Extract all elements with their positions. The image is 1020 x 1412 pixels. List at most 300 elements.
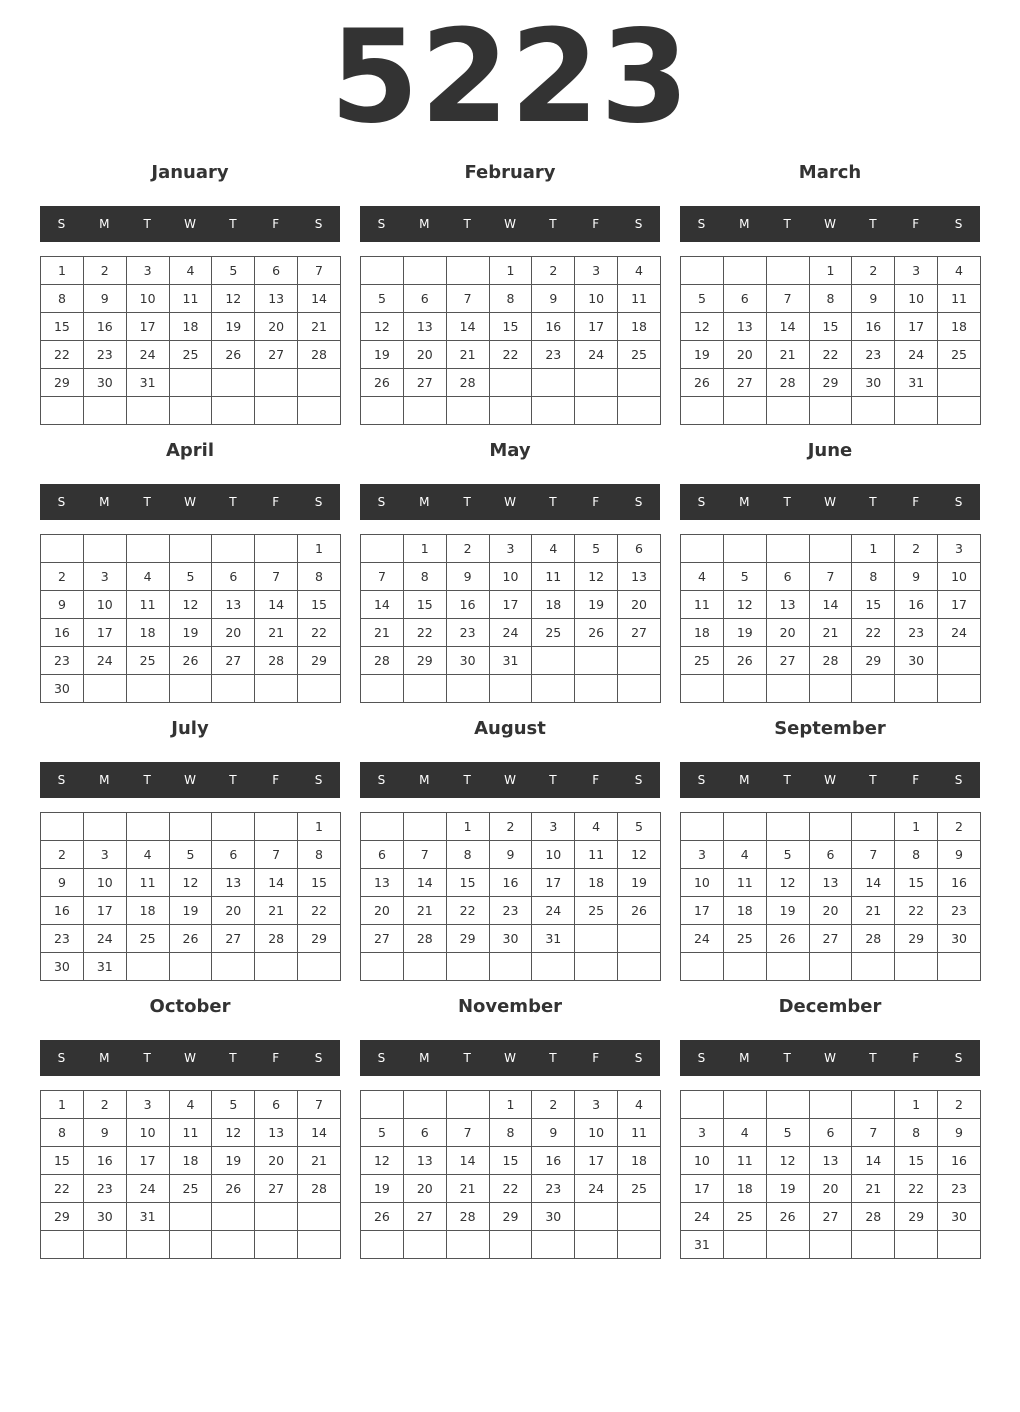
- week-row: [41, 1091, 341, 1119]
- day-cell: 25: [618, 341, 661, 369]
- day-cell: 21: [255, 897, 298, 925]
- week-row: [361, 313, 661, 341]
- weekday-label: F: [272, 773, 280, 787]
- day-cell: 29: [403, 647, 446, 675]
- day-grid: [40, 1090, 341, 1259]
- day-cell: 10: [575, 1119, 618, 1147]
- day-cell: 27: [361, 925, 404, 953]
- week-row: [681, 285, 981, 313]
- empty-day-cell: [809, 535, 852, 563]
- day-cell: 19: [766, 1175, 809, 1203]
- day-cell: 15: [298, 869, 341, 897]
- weekday-label: T: [783, 217, 791, 231]
- day-cell: 1: [809, 257, 852, 285]
- week-row: [361, 925, 661, 953]
- day-cell: 19: [575, 591, 618, 619]
- day-cell: 13: [618, 563, 661, 591]
- day-cell: 17: [938, 591, 981, 619]
- day-cell: 16: [41, 619, 84, 647]
- day-cell: 2: [83, 1091, 126, 1119]
- empty-day-cell: [575, 1203, 618, 1231]
- weekday-header: [360, 762, 660, 798]
- day-cell: 12: [618, 841, 661, 869]
- week-row: [681, 1231, 981, 1259]
- empty-day-cell: [938, 647, 981, 675]
- empty-day-cell: [298, 1231, 341, 1259]
- weekday-header: [360, 206, 660, 242]
- day-cell: 15: [41, 313, 84, 341]
- day-cell: 5: [361, 1119, 404, 1147]
- day-cell: 7: [298, 1091, 341, 1119]
- day-cell: 22: [852, 619, 895, 647]
- day-cell: 1: [852, 535, 895, 563]
- day-cell: 9: [852, 285, 895, 313]
- day-cell: 24: [681, 925, 724, 953]
- day-cell: 3: [575, 257, 618, 285]
- empty-day-cell: [255, 953, 298, 981]
- day-cell: 28: [766, 369, 809, 397]
- week-row: [681, 619, 981, 647]
- day-cell: 22: [895, 1175, 938, 1203]
- day-cell: 27: [723, 369, 766, 397]
- day-cell: 6: [809, 1119, 852, 1147]
- day-cell: 13: [809, 1147, 852, 1175]
- day-cell: 26: [618, 897, 661, 925]
- day-grid: [360, 812, 661, 981]
- weekday-label: F: [592, 773, 600, 787]
- day-cell: 23: [83, 1175, 126, 1203]
- empty-day-cell: [766, 535, 809, 563]
- day-cell: 30: [938, 1203, 981, 1231]
- empty-day-cell: [723, 257, 766, 285]
- day-cell: 30: [446, 647, 489, 675]
- weekday-label: S: [57, 495, 66, 509]
- week-row: [361, 647, 661, 675]
- weekday-label: M: [419, 217, 430, 231]
- empty-day-cell: [723, 813, 766, 841]
- day-cell: 31: [126, 369, 169, 397]
- day-cell: 8: [852, 563, 895, 591]
- weekday-label: M: [99, 495, 110, 509]
- weekday-label: S: [377, 495, 386, 509]
- day-cell: 1: [895, 1091, 938, 1119]
- day-cell: 25: [169, 1175, 212, 1203]
- day-cell: 10: [489, 563, 532, 591]
- day-cell: 29: [298, 925, 341, 953]
- day-cell: 1: [403, 535, 446, 563]
- day-cell: 19: [618, 869, 661, 897]
- day-cell: 30: [489, 925, 532, 953]
- day-cell: 25: [126, 925, 169, 953]
- empty-day-cell: [575, 647, 618, 675]
- weekday-label: S: [634, 773, 643, 787]
- empty-day-cell: [532, 953, 575, 981]
- week-row: [681, 563, 981, 591]
- day-cell: 5: [681, 285, 724, 313]
- day-cell: 15: [41, 1147, 84, 1175]
- weekday-label: S: [377, 217, 386, 231]
- day-cell: 11: [126, 591, 169, 619]
- day-cell: 6: [809, 841, 852, 869]
- day-cell: 13: [723, 313, 766, 341]
- day-cell: 21: [852, 1175, 895, 1203]
- month-title: December: [778, 996, 882, 1017]
- empty-day-cell: [618, 1231, 661, 1259]
- empty-day-cell: [681, 397, 724, 425]
- weekday-header: [680, 484, 980, 520]
- day-cell: 28: [361, 647, 404, 675]
- day-cell: 6: [618, 535, 661, 563]
- day-cell: 16: [532, 1147, 575, 1175]
- empty-day-cell: [83, 813, 126, 841]
- week-row: [361, 1091, 661, 1119]
- day-cell: 3: [126, 1091, 169, 1119]
- empty-day-cell: [126, 1231, 169, 1259]
- day-cell: 23: [938, 897, 981, 925]
- empty-day-cell: [766, 397, 809, 425]
- day-cell: 7: [255, 841, 298, 869]
- week-row: [681, 1203, 981, 1231]
- day-cell: 29: [852, 647, 895, 675]
- day-cell: 3: [681, 1119, 724, 1147]
- week-row: [41, 925, 341, 953]
- day-cell: 8: [298, 563, 341, 591]
- weekday-label: F: [592, 1051, 600, 1065]
- day-cell: 27: [809, 1203, 852, 1231]
- day-cell: 26: [575, 619, 618, 647]
- empty-day-cell: [298, 953, 341, 981]
- day-cell: 12: [766, 869, 809, 897]
- day-cell: 15: [446, 869, 489, 897]
- day-cell: 11: [169, 1119, 212, 1147]
- empty-day-cell: [575, 397, 618, 425]
- empty-day-cell: [809, 397, 852, 425]
- weekday-header: [40, 484, 340, 520]
- day-cell: 2: [852, 257, 895, 285]
- day-cell: 24: [575, 1175, 618, 1203]
- day-cell: 12: [575, 563, 618, 591]
- empty-day-cell: [766, 813, 809, 841]
- day-cell: 24: [532, 897, 575, 925]
- weekday-label: T: [869, 1051, 877, 1065]
- empty-day-cell: [618, 925, 661, 953]
- day-cell: 25: [938, 341, 981, 369]
- empty-day-cell: [489, 1231, 532, 1259]
- day-cell: 5: [618, 813, 661, 841]
- day-cell: 24: [83, 647, 126, 675]
- week-row: [361, 897, 661, 925]
- week-row: [41, 619, 341, 647]
- day-cell: 2: [532, 1091, 575, 1119]
- day-cell: 24: [895, 341, 938, 369]
- day-cell: 11: [618, 285, 661, 313]
- day-cell: 30: [532, 1203, 575, 1231]
- day-cell: 23: [489, 897, 532, 925]
- day-cell: 25: [723, 925, 766, 953]
- day-cell: 28: [852, 1203, 895, 1231]
- day-cell: 3: [681, 841, 724, 869]
- empty-day-cell: [618, 675, 661, 703]
- day-cell: 6: [766, 563, 809, 591]
- day-cell: 6: [403, 1119, 446, 1147]
- day-cell: 6: [255, 1091, 298, 1119]
- day-cell: 27: [212, 647, 255, 675]
- week-row: [681, 397, 981, 425]
- day-cell: 11: [126, 869, 169, 897]
- weekday-label: T: [463, 773, 471, 787]
- day-cell: 13: [212, 869, 255, 897]
- day-cell: 1: [298, 813, 341, 841]
- weekday-label: F: [272, 1051, 280, 1065]
- empty-day-cell: [766, 675, 809, 703]
- day-cell: 21: [403, 897, 446, 925]
- empty-day-cell: [446, 1091, 489, 1119]
- day-cell: 15: [403, 591, 446, 619]
- day-cell: 20: [403, 341, 446, 369]
- day-cell: 16: [938, 1147, 981, 1175]
- day-cell: 15: [489, 313, 532, 341]
- empty-day-cell: [212, 813, 255, 841]
- week-row: [361, 341, 661, 369]
- day-cell: 7: [298, 257, 341, 285]
- day-cell: 23: [532, 1175, 575, 1203]
- empty-day-cell: [126, 675, 169, 703]
- empty-day-cell: [575, 1231, 618, 1259]
- weekday-label: S: [954, 495, 963, 509]
- day-cell: 22: [895, 897, 938, 925]
- day-cell: 10: [83, 869, 126, 897]
- day-cell: 19: [766, 897, 809, 925]
- day-cell: 19: [212, 313, 255, 341]
- day-cell: 15: [895, 869, 938, 897]
- week-row: [361, 1147, 661, 1175]
- empty-day-cell: [723, 535, 766, 563]
- week-row: [681, 1175, 981, 1203]
- day-cell: 1: [489, 257, 532, 285]
- week-row: [41, 341, 341, 369]
- day-cell: 16: [41, 897, 84, 925]
- day-cell: 30: [41, 675, 84, 703]
- empty-day-cell: [681, 953, 724, 981]
- empty-day-cell: [41, 397, 84, 425]
- day-cell: 1: [298, 535, 341, 563]
- day-cell: 26: [681, 369, 724, 397]
- day-grid: [360, 256, 661, 425]
- empty-day-cell: [255, 675, 298, 703]
- day-cell: 1: [489, 1091, 532, 1119]
- day-cell: 6: [403, 285, 446, 313]
- day-cell: 9: [41, 591, 84, 619]
- empty-day-cell: [852, 813, 895, 841]
- day-cell: 31: [83, 953, 126, 981]
- empty-day-cell: [809, 1091, 852, 1119]
- day-cell: 7: [852, 841, 895, 869]
- day-cell: 24: [126, 1175, 169, 1203]
- day-cell: 17: [126, 1147, 169, 1175]
- empty-day-cell: [446, 953, 489, 981]
- day-cell: 13: [212, 591, 255, 619]
- empty-day-cell: [852, 675, 895, 703]
- day-cell: 7: [446, 1119, 489, 1147]
- day-cell: 4: [681, 563, 724, 591]
- day-cell: 17: [681, 1175, 724, 1203]
- day-cell: 3: [575, 1091, 618, 1119]
- day-cell: 31: [126, 1203, 169, 1231]
- day-cell: 29: [298, 647, 341, 675]
- day-cell: 18: [723, 897, 766, 925]
- day-cell: 20: [255, 313, 298, 341]
- day-grid: [680, 1090, 981, 1259]
- day-cell: 28: [446, 1203, 489, 1231]
- day-cell: 13: [403, 1147, 446, 1175]
- empty-day-cell: [895, 953, 938, 981]
- empty-day-cell: [126, 953, 169, 981]
- week-row: [41, 591, 341, 619]
- day-cell: 28: [255, 647, 298, 675]
- day-cell: 29: [41, 1203, 84, 1231]
- day-cell: 27: [618, 619, 661, 647]
- empty-day-cell: [618, 647, 661, 675]
- day-cell: 18: [681, 619, 724, 647]
- day-cell: 2: [532, 257, 575, 285]
- day-cell: 11: [618, 1119, 661, 1147]
- day-cell: 13: [255, 285, 298, 313]
- empty-day-cell: [446, 1231, 489, 1259]
- day-cell: 7: [766, 285, 809, 313]
- weekday-label: F: [912, 217, 920, 231]
- day-cell: 13: [403, 313, 446, 341]
- day-cell: 25: [618, 1175, 661, 1203]
- day-cell: 14: [255, 591, 298, 619]
- day-cell: 14: [852, 1147, 895, 1175]
- weekday-label: M: [739, 495, 750, 509]
- week-row: [41, 1231, 341, 1259]
- day-cell: 13: [766, 591, 809, 619]
- day-cell: 23: [41, 647, 84, 675]
- weekday-label: M: [419, 1051, 430, 1065]
- weekday-label: T: [783, 773, 791, 787]
- empty-day-cell: [766, 953, 809, 981]
- day-cell: 7: [403, 841, 446, 869]
- empty-day-cell: [212, 675, 255, 703]
- day-cell: 19: [723, 619, 766, 647]
- day-cell: 17: [895, 313, 938, 341]
- weekday-header: [40, 206, 340, 242]
- empty-day-cell: [41, 535, 84, 563]
- day-cell: 23: [938, 1175, 981, 1203]
- weekday-label: W: [824, 773, 836, 787]
- empty-day-cell: [575, 925, 618, 953]
- day-cell: 14: [298, 1119, 341, 1147]
- day-cell: 5: [212, 1091, 255, 1119]
- day-cell: 28: [809, 647, 852, 675]
- week-row: [681, 897, 981, 925]
- weekday-label: T: [869, 495, 877, 509]
- week-row: [361, 675, 661, 703]
- day-cell: 24: [681, 1203, 724, 1231]
- empty-day-cell: [723, 675, 766, 703]
- day-cell: 7: [809, 563, 852, 591]
- day-cell: 1: [446, 813, 489, 841]
- day-cell: 30: [83, 1203, 126, 1231]
- week-row: [361, 535, 661, 563]
- day-cell: 21: [446, 341, 489, 369]
- day-cell: 28: [852, 925, 895, 953]
- day-cell: 19: [169, 619, 212, 647]
- day-cell: 19: [212, 1147, 255, 1175]
- weekday-label: W: [504, 773, 516, 787]
- weekday-label: S: [314, 1051, 323, 1065]
- day-cell: 11: [681, 591, 724, 619]
- day-cell: 28: [446, 369, 489, 397]
- weekday-label: W: [824, 1051, 836, 1065]
- day-cell: 11: [575, 841, 618, 869]
- day-cell: 9: [446, 563, 489, 591]
- week-row: [361, 953, 661, 981]
- day-cell: 2: [83, 257, 126, 285]
- day-cell: 23: [852, 341, 895, 369]
- weekday-label: T: [143, 495, 151, 509]
- day-cell: 10: [681, 869, 724, 897]
- empty-day-cell: [618, 953, 661, 981]
- day-cell: 12: [212, 1119, 255, 1147]
- empty-day-cell: [212, 535, 255, 563]
- weekday-label: S: [954, 217, 963, 231]
- day-cell: 15: [852, 591, 895, 619]
- empty-day-cell: [938, 1231, 981, 1259]
- day-cell: 21: [852, 897, 895, 925]
- weekday-label: W: [184, 773, 196, 787]
- week-row: [361, 285, 661, 313]
- week-row: [41, 285, 341, 313]
- day-cell: 26: [361, 1203, 404, 1231]
- week-row: [41, 313, 341, 341]
- day-cell: 5: [169, 841, 212, 869]
- day-cell: 14: [446, 1147, 489, 1175]
- day-cell: 2: [489, 813, 532, 841]
- empty-day-cell: [255, 369, 298, 397]
- day-cell: 13: [361, 869, 404, 897]
- day-cell: 20: [212, 897, 255, 925]
- day-cell: 22: [446, 897, 489, 925]
- empty-day-cell: [809, 953, 852, 981]
- empty-day-cell: [489, 397, 532, 425]
- empty-day-cell: [489, 675, 532, 703]
- week-row: [41, 647, 341, 675]
- day-cell: 6: [212, 841, 255, 869]
- empty-day-cell: [575, 953, 618, 981]
- empty-day-cell: [83, 397, 126, 425]
- day-cell: 24: [489, 619, 532, 647]
- day-cell: 14: [361, 591, 404, 619]
- day-cell: 29: [809, 369, 852, 397]
- day-cell: 15: [895, 1147, 938, 1175]
- day-cell: 10: [126, 1119, 169, 1147]
- day-cell: 5: [361, 285, 404, 313]
- week-row: [681, 925, 981, 953]
- day-cell: 16: [895, 591, 938, 619]
- empty-day-cell: [532, 1231, 575, 1259]
- empty-day-cell: [723, 1231, 766, 1259]
- day-cell: 20: [618, 591, 661, 619]
- week-row: [681, 1147, 981, 1175]
- weekday-label: S: [57, 217, 66, 231]
- weekday-label: M: [99, 217, 110, 231]
- day-cell: 14: [852, 869, 895, 897]
- day-cell: 11: [938, 285, 981, 313]
- day-cell: 14: [766, 313, 809, 341]
- day-cell: 4: [618, 1091, 661, 1119]
